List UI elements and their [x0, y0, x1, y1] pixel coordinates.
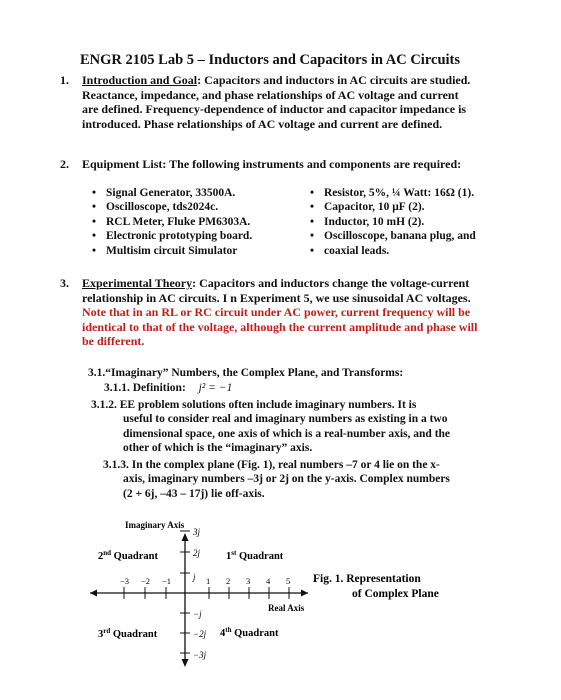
quadrant-1-label: 1st Quadrant: [226, 549, 284, 562]
x-tick-label: 4: [266, 576, 271, 586]
list-item: • Signal Generator, 33500A.: [92, 186, 252, 200]
section-number: 1.: [60, 73, 69, 87]
x-tick-label: −1: [162, 576, 172, 586]
y-tick-label: 2j: [193, 548, 201, 558]
x-tick-label: 5: [286, 576, 291, 586]
list-item: • Multisim circuit Simulator: [92, 244, 252, 258]
y-tick-label: −3j: [193, 650, 207, 660]
x-tick-label: −2: [141, 576, 151, 586]
list-item: • Inductor, 10 mH (2).: [310, 215, 476, 229]
quadrant-3-label: 3rd Quadrant: [98, 627, 158, 640]
definition-formula: j² = −1: [198, 382, 233, 394]
y-tick-label: −2j: [193, 629, 207, 639]
figure-caption-line: of Complex Plane: [352, 588, 439, 600]
paragraph-line: introduced. Phase relationships of AC voltage and current are defined.: [82, 116, 443, 131]
real-axis-arrow-left: [90, 590, 97, 597]
paragraph-line: 3.1.3. In the complex plane (Fig. 1), real numbers –7 or 4 lie on the x-: [103, 459, 440, 471]
paragraph-line: : Capacitors and inductors change the voltage-current: [192, 276, 470, 290]
paragraph-line: relationship in AC circuits. I n Experiment 5, we use sinusoidal AC voltages.: [82, 290, 471, 305]
imaginary-axis-arrow: [182, 533, 189, 541]
list-item: • Electronic prototyping board.: [92, 229, 252, 243]
list-item: • Oscilloscope, tds2024c.: [92, 200, 252, 214]
imaginary-axis-arrow-bottom: [182, 659, 189, 667]
paragraph-line: 3.1.2. EE problem solutions often include imaginary numbers. It is: [91, 399, 417, 411]
list-item: • Capacitor, 10 μF (2).: [310, 200, 476, 214]
paragraph-line: useful to consider real and imaginary numbers as existing in a two: [123, 413, 448, 426]
paragraph-line: Reactance, impedance, and phase relationships of AC voltage and current: [82, 87, 459, 102]
document-title: ENGR 2105 Lab 5 – Inductors and Capacitors in AC Circuits: [80, 52, 461, 68]
x-tick-label: 1: [206, 576, 211, 586]
section-heading: Equipment List: The following instruments and components are required:: [82, 157, 462, 171]
subsection-heading: 3.1.“Imaginary” Numbers, the Complex Plane, and Transforms:: [88, 367, 404, 379]
paragraph-line: (2 + 6j, –43 – 17j) lie off-axis.: [123, 487, 265, 500]
quadrant-4-label: 4th Quadrant: [220, 626, 279, 639]
list-item-text: coaxial leads.: [324, 244, 390, 257]
list-item: • Oscilloscope, banana plug, and: [310, 229, 476, 243]
red-note-line: Note that in an RL or RC circuit under AC power, current frequency will be: [82, 305, 471, 320]
x-tick-label: −3: [120, 576, 130, 586]
imaginary-axis-label: Imaginary Axis: [125, 520, 185, 530]
real-axis-arrow: [301, 590, 308, 597]
quadrant-2-label: 2nd Quadrant: [98, 549, 159, 562]
y-tick-label: −j: [193, 609, 202, 619]
list-item: • Resistor, 5%, ¼ Watt: 16Ω (1).: [310, 186, 476, 200]
figure-caption-line: Fig. 1. Representation: [313, 573, 421, 585]
real-axis-label: Real Axis: [268, 603, 305, 613]
section-heading: Experimental Theory: [82, 276, 193, 290]
section-number: 2.: [60, 157, 69, 171]
paragraph-line: : Capacitors and inductors in AC circuits are studied.: [197, 73, 471, 87]
paragraph-line: axis, imaginary numbers –3j or 2j on the y-axis. Complex numbers: [123, 473, 450, 486]
red-note-line: be different.: [82, 334, 145, 349]
section-number: 3.: [60, 276, 69, 290]
red-note-line: identical to that of the voltage, although the current amplitude and phase will: [82, 319, 478, 334]
y-tick-label: j: [193, 572, 196, 582]
x-tick-label: 2: [226, 576, 231, 586]
paragraph-line: dimensional space, one axis of which is a real-number axis, and the: [123, 427, 451, 440]
list-item: • RCL Meter, Fluke PM6303A.: [92, 215, 252, 229]
y-tick-label: 3j: [193, 527, 201, 537]
section-heading: Introduction and Goal: [82, 73, 198, 87]
paragraph-line: other of which is the “imaginary” axis.: [123, 442, 313, 455]
definition-label: 3.1.1. Definition:: [104, 382, 186, 394]
paragraph-line: are defined. Frequency-dependence of inductor and capacitor impedance is: [82, 102, 467, 117]
x-tick-label: 3: [246, 576, 251, 586]
